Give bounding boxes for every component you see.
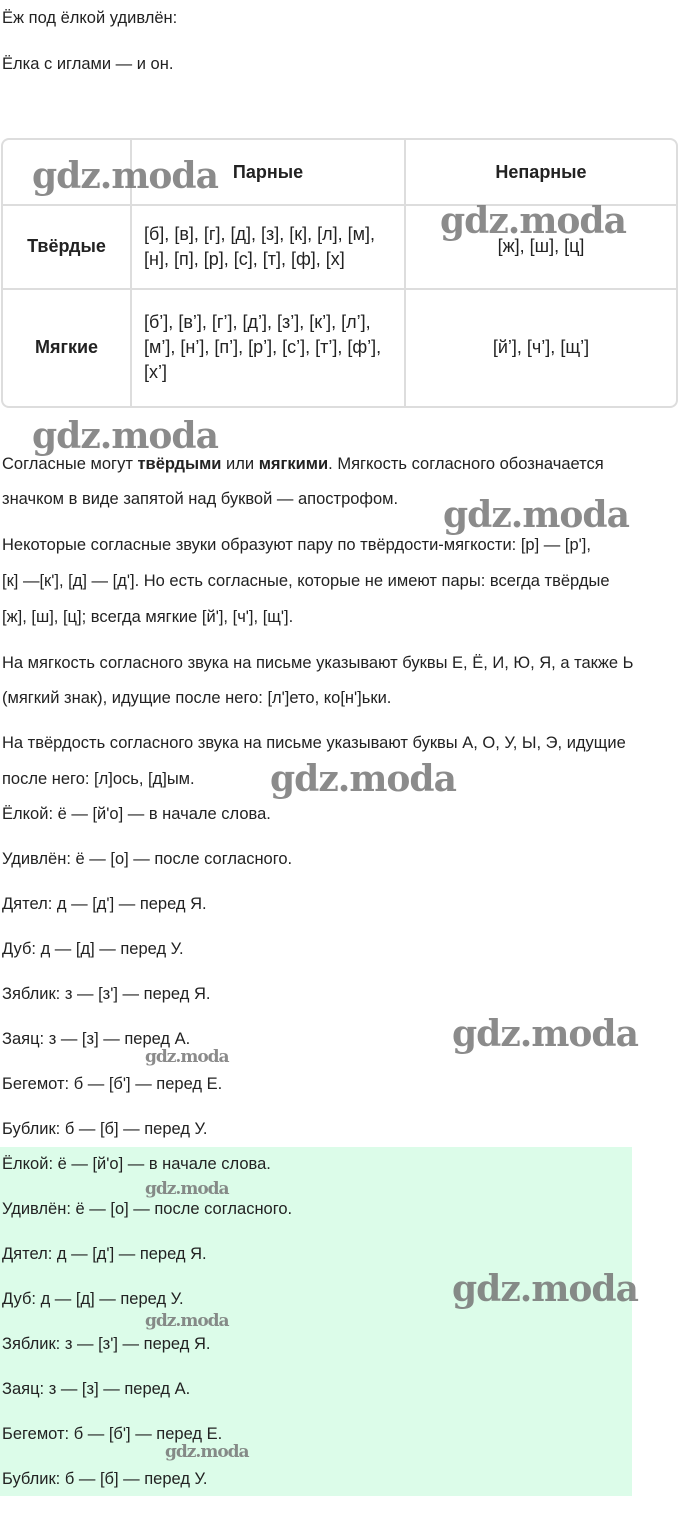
theory-p2-line3: [ж], [ш], [ц]; всегда мягкие [й'], [ч'], [щ'].: [2, 608, 294, 626]
watermark-logo-small: gdz.moda: [145, 1047, 229, 1067]
answer-line: Дуб: д — [д] — перед У.: [2, 940, 184, 958]
watermark-logo: gdz.moda: [452, 1013, 638, 1055]
table-row: [3, 289, 676, 406]
theory-p3-line2: (мягкий знак), идущие после него: [л']ето, ко[н']ьки.: [2, 689, 392, 707]
answer-line: Дятел: д — [д'] — перед Я.: [2, 895, 207, 913]
highlighted-answer-line: Бегемот: б — [б'] — перед Е.: [2, 1425, 223, 1443]
theory-p1-line2: значком в виде запятой над буквой — апострофом.: [2, 490, 399, 508]
highlighted-answer-line: Удивлён: ё — [о] — после согласного.: [2, 1200, 293, 1218]
theory-p2-line1: Некоторые согласные звуки образуют пару по твёрдости-мягкости: [р] — [р'],: [2, 536, 591, 554]
theory-text: Согласные могут: [2, 455, 138, 473]
consonants-table: [1, 138, 678, 408]
answer-line: Ёлкой: ё — [й'о] — в начале слова.: [2, 805, 271, 823]
answer-line: Бублик: б — [б] — перед У.: [2, 1120, 208, 1138]
theory-p2-line2: [к] —[к'], [д] — [д']. Но есть согласные, которые не имеют пары: всегда твёрдые: [2, 572, 610, 590]
hard-paired-cell: [б], [в], [г], [д], [з], [к], [л], [м], [н], [п], [р], [с], [т], [ф], [х]: [131, 205, 405, 289]
table-header-corner: [3, 140, 131, 205]
watermark-logo: gdz.moda: [270, 758, 456, 800]
poem-line-2: Ёлка с иглами — и он.: [2, 55, 174, 73]
bold-term-soft: мягкими: [258, 455, 329, 473]
answer-line: Зяблик: з — [з'] — перед Я.: [2, 985, 211, 1003]
highlighted-answer-line: Дуб: д — [д] — перед У.: [2, 1290, 184, 1308]
highlighted-answer-line: Зяблик: з — [з'] — перед Я.: [2, 1335, 211, 1353]
watermark-logo: gdz.moda: [443, 494, 629, 536]
answer-line: Удивлён: ё — [о] — после согласного.: [2, 850, 293, 868]
watermark-logo: gdz.moda: [440, 200, 626, 242]
theory-text: . Мягкость согласного обозначается: [328, 455, 604, 473]
watermark-logo-small: gdz.moda: [145, 1179, 229, 1199]
highlighted-answer-line: Бублик: б — [б] — перед У.: [2, 1470, 208, 1488]
theory-text: или: [221, 455, 259, 473]
table-row: [3, 205, 676, 289]
highlighted-answer-line: Ёлкой: ё — [й'о] — в начале слова.: [2, 1155, 271, 1173]
soft-unpaired-cell: [й’], [ч’], [щ’]: [405, 289, 676, 406]
answer-line: Бегемот: б — [б'] — перед Е.: [2, 1075, 223, 1093]
theory-p4-line2: после него: [л]ось, [д]ым.: [2, 770, 195, 788]
table-header-paired: Парные: [131, 140, 405, 205]
highlighted-answer-line: Дятел: д — [д'] — перед Я.: [2, 1245, 207, 1263]
watermark-logo: gdz.moda: [32, 155, 218, 197]
poem-line-1: Ёж под ёлкой удивлён:: [2, 9, 178, 27]
watermark-logo-small: gdz.moda: [165, 1442, 249, 1462]
soft-paired-cell: [б’], [в’], [г’], [д’], [з’], [к’], [л’], [м’], [н’], [п’], [р’], [с’], [т’], [ф’], [х’]: [131, 289, 405, 406]
table-header-row: [3, 140, 676, 205]
watermark-logo: gdz.moda: [452, 1268, 638, 1310]
theory-p3-line1: На мягкость согласного звука на письме указывают буквы Е, Ё, И, Ю, Я, а также Ь: [2, 654, 634, 672]
row-label-hard: Твёрдые: [3, 205, 131, 289]
theory-p4-line1: На твёрдость согласного звука на письме указывают буквы А, О, У, Ы, Э, идущие: [2, 734, 626, 752]
watermark-logo-small: gdz.moda: [145, 1311, 229, 1331]
highlighted-answer-line: Заяц: з — [з] — перед А.: [2, 1380, 191, 1398]
table-header-unpaired: Непарные: [405, 140, 676, 205]
bold-term-hard: твёрдыми: [137, 455, 222, 473]
theory-p1-line1: [2, 455, 604, 474]
watermark-logo: gdz.moda: [32, 415, 218, 457]
row-label-soft: Мягкие: [3, 289, 131, 406]
hard-unpaired-cell: [ж], [ш], [ц]: [405, 205, 676, 289]
answer-line: Заяц: з — [з] — перед А.: [2, 1030, 191, 1048]
